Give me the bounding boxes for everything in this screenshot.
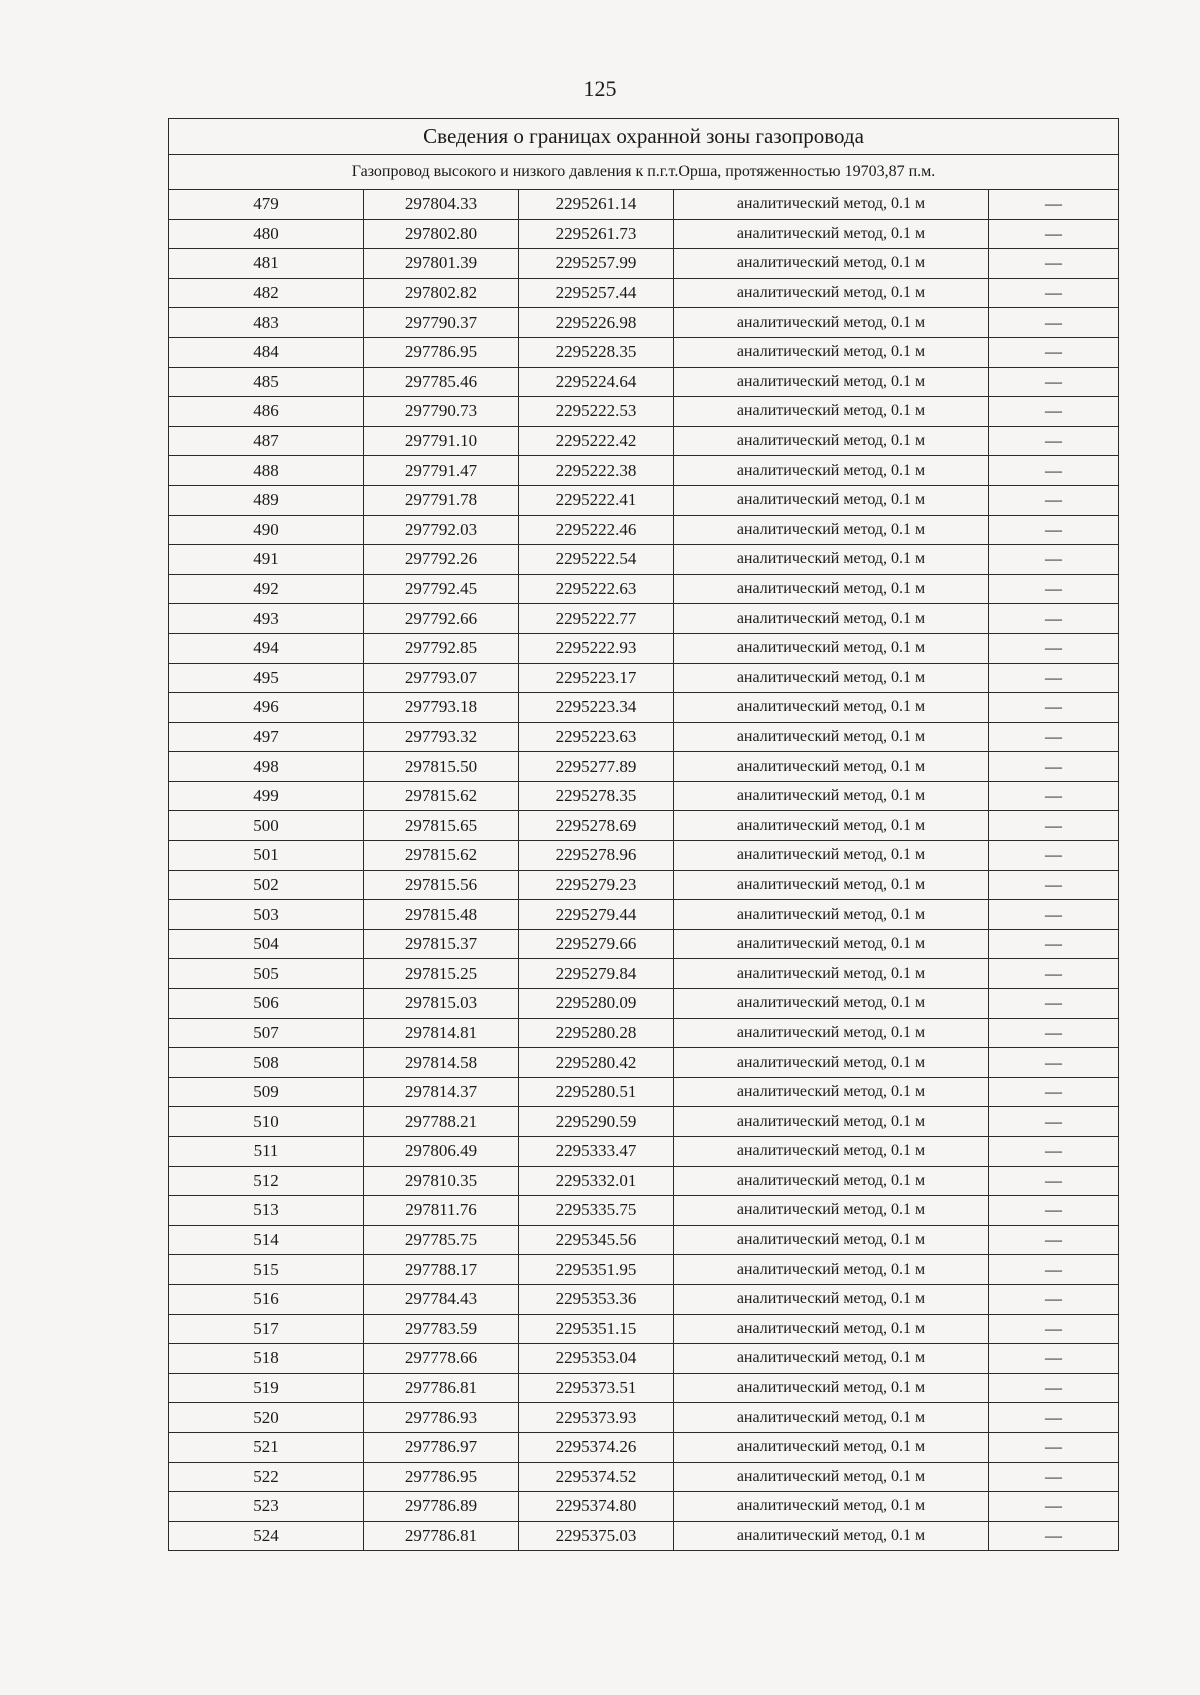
table-row: [169, 1255, 1119, 1285]
x-coordinate-cell: 297786.95: [364, 1462, 519, 1492]
y-coordinate-cell: 2295228.35: [519, 337, 674, 367]
point-number-cell: 480: [169, 219, 364, 249]
description-cell: —: [989, 397, 1119, 427]
point-number-cell: 524: [169, 1521, 364, 1551]
x-coordinate-cell: 297791.10: [364, 426, 519, 456]
method-cell: аналитический метод, 0.1 м: [674, 1492, 989, 1522]
y-coordinate-cell: 2295335.75: [519, 1196, 674, 1226]
method-cell: аналитический метод, 0.1 м: [674, 545, 989, 575]
x-coordinate-cell: 297792.03: [364, 515, 519, 545]
point-number-cell: 507: [169, 1018, 364, 1048]
description-cell: —: [989, 1462, 1119, 1492]
method-cell: аналитический метод, 0.1 м: [674, 929, 989, 959]
method-cell: аналитический метод, 0.1 м: [674, 219, 989, 249]
method-cell: аналитический метод, 0.1 м: [674, 959, 989, 989]
y-coordinate-cell: 2295374.52: [519, 1462, 674, 1492]
x-coordinate-cell: 297791.47: [364, 456, 519, 486]
point-number-cell: 490: [169, 515, 364, 545]
point-number-cell: 489: [169, 485, 364, 515]
description-cell: —: [989, 900, 1119, 930]
y-coordinate-cell: 2295353.36: [519, 1284, 674, 1314]
x-coordinate-cell: 297815.37: [364, 929, 519, 959]
point-number-cell: 514: [169, 1225, 364, 1255]
x-coordinate-cell: 297814.37: [364, 1077, 519, 1107]
y-coordinate-cell: 2295351.95: [519, 1255, 674, 1285]
y-coordinate-cell: 2295222.63: [519, 574, 674, 604]
point-number-cell: 508: [169, 1048, 364, 1078]
y-coordinate-cell: 2295261.73: [519, 219, 674, 249]
x-coordinate-cell: 297815.62: [364, 781, 519, 811]
method-cell: аналитический метод, 0.1 м: [674, 989, 989, 1019]
table-title-row: [169, 119, 1119, 155]
point-number-cell: 495: [169, 663, 364, 693]
description-cell: —: [989, 1373, 1119, 1403]
y-coordinate-cell: 2295375.03: [519, 1521, 674, 1551]
description-cell: —: [989, 781, 1119, 811]
table-row: [169, 545, 1119, 575]
boundary-points-sheet: [168, 118, 1118, 1551]
point-number-cell: 479: [169, 190, 364, 220]
description-cell: —: [989, 337, 1119, 367]
table-row: [169, 1107, 1119, 1137]
x-coordinate-cell: 297785.46: [364, 367, 519, 397]
method-cell: аналитический метод, 0.1 м: [674, 337, 989, 367]
description-cell: —: [989, 1018, 1119, 1048]
y-coordinate-cell: 2295257.99: [519, 249, 674, 279]
point-number-cell: 499: [169, 781, 364, 811]
method-cell: аналитический метод, 0.1 м: [674, 397, 989, 427]
description-cell: —: [989, 249, 1119, 279]
x-coordinate-cell: 297791.78: [364, 485, 519, 515]
point-number-cell: 487: [169, 426, 364, 456]
table-row: [169, 811, 1119, 841]
y-coordinate-cell: 2295280.51: [519, 1077, 674, 1107]
table-row: [169, 1018, 1119, 1048]
method-cell: аналитический метод, 0.1 м: [674, 1077, 989, 1107]
description-cell: —: [989, 1432, 1119, 1462]
point-number-cell: 503: [169, 900, 364, 930]
y-coordinate-cell: 2295333.47: [519, 1137, 674, 1167]
x-coordinate-cell: 297815.25: [364, 959, 519, 989]
y-coordinate-cell: 2295373.51: [519, 1373, 674, 1403]
x-coordinate-cell: 297785.75: [364, 1225, 519, 1255]
table-row: [169, 900, 1119, 930]
description-cell: —: [989, 1137, 1119, 1167]
point-number-cell: 511: [169, 1137, 364, 1167]
method-cell: аналитический метод, 0.1 м: [674, 1373, 989, 1403]
x-coordinate-cell: 297790.37: [364, 308, 519, 338]
description-cell: —: [989, 1314, 1119, 1344]
table-row: [169, 1077, 1119, 1107]
point-number-cell: 486: [169, 397, 364, 427]
table-row: [169, 1462, 1119, 1492]
point-number-cell: 523: [169, 1492, 364, 1522]
table-row: [169, 604, 1119, 634]
table-row: [169, 959, 1119, 989]
method-cell: аналитический метод, 0.1 м: [674, 900, 989, 930]
method-cell: аналитический метод, 0.1 м: [674, 1225, 989, 1255]
y-coordinate-cell: 2295223.63: [519, 722, 674, 752]
x-coordinate-cell: 297786.93: [364, 1403, 519, 1433]
point-number-cell: 517: [169, 1314, 364, 1344]
method-cell: аналитический метод, 0.1 м: [674, 1255, 989, 1285]
description-cell: —: [989, 1492, 1119, 1522]
description-cell: —: [989, 308, 1119, 338]
method-cell: аналитический метод, 0.1 м: [674, 574, 989, 604]
method-cell: аналитический метод, 0.1 м: [674, 1018, 989, 1048]
point-number-cell: 513: [169, 1196, 364, 1226]
y-coordinate-cell: 2295373.93: [519, 1403, 674, 1433]
point-number-cell: 518: [169, 1344, 364, 1374]
description-cell: —: [989, 633, 1119, 663]
description-cell: —: [989, 456, 1119, 486]
point-number-cell: 512: [169, 1166, 364, 1196]
y-coordinate-cell: 2295222.42: [519, 426, 674, 456]
table-row: [169, 249, 1119, 279]
point-number-cell: 496: [169, 693, 364, 723]
x-coordinate-cell: 297801.39: [364, 249, 519, 279]
method-cell: аналитический метод, 0.1 м: [674, 1137, 989, 1167]
point-number-cell: 509: [169, 1077, 364, 1107]
description-cell: —: [989, 485, 1119, 515]
table-row: [169, 1373, 1119, 1403]
method-cell: аналитический метод, 0.1 м: [674, 1432, 989, 1462]
point-number-cell: 481: [169, 249, 364, 279]
x-coordinate-cell: 297788.17: [364, 1255, 519, 1285]
point-number-cell: 485: [169, 367, 364, 397]
point-number-cell: 494: [169, 633, 364, 663]
x-coordinate-cell: 297786.81: [364, 1373, 519, 1403]
description-cell: —: [989, 219, 1119, 249]
table-title: Сведения о границах охранной зоны газопровода: [169, 119, 1119, 155]
method-cell: аналитический метод, 0.1 м: [674, 190, 989, 220]
table-row: [169, 1284, 1119, 1314]
point-number-cell: 483: [169, 308, 364, 338]
description-cell: —: [989, 190, 1119, 220]
x-coordinate-cell: 297792.45: [364, 574, 519, 604]
y-coordinate-cell: 2295222.46: [519, 515, 674, 545]
description-cell: —: [989, 574, 1119, 604]
x-coordinate-cell: 297786.97: [364, 1432, 519, 1462]
point-number-cell: 521: [169, 1432, 364, 1462]
method-cell: аналитический метод, 0.1 м: [674, 1314, 989, 1344]
table-row: [169, 693, 1119, 723]
x-coordinate-cell: 297793.07: [364, 663, 519, 693]
method-cell: аналитический метод, 0.1 м: [674, 1521, 989, 1551]
x-coordinate-cell: 297778.66: [364, 1344, 519, 1374]
table-row: [169, 397, 1119, 427]
x-coordinate-cell: 297788.21: [364, 1107, 519, 1137]
page-number: 125: [583, 76, 617, 101]
x-coordinate-cell: 297814.58: [364, 1048, 519, 1078]
method-cell: аналитический метод, 0.1 м: [674, 367, 989, 397]
method-cell: аналитический метод, 0.1 м: [674, 515, 989, 545]
x-coordinate-cell: 297790.73: [364, 397, 519, 427]
method-cell: аналитический метод, 0.1 м: [674, 1284, 989, 1314]
table-subtitle-row: [169, 155, 1119, 190]
point-number-cell: 497: [169, 722, 364, 752]
table-row: [169, 929, 1119, 959]
y-coordinate-cell: 2295222.77: [519, 604, 674, 634]
table-row: [169, 219, 1119, 249]
point-number-cell: 505: [169, 959, 364, 989]
description-cell: —: [989, 515, 1119, 545]
y-coordinate-cell: 2295279.44: [519, 900, 674, 930]
description-cell: —: [989, 929, 1119, 959]
y-coordinate-cell: 2295222.53: [519, 397, 674, 427]
method-cell: аналитический метод, 0.1 м: [674, 426, 989, 456]
description-cell: —: [989, 841, 1119, 871]
y-coordinate-cell: 2295224.64: [519, 367, 674, 397]
table-row: [169, 367, 1119, 397]
table-row: [169, 1344, 1119, 1374]
x-coordinate-cell: 297815.56: [364, 870, 519, 900]
y-coordinate-cell: 2295223.34: [519, 693, 674, 723]
y-coordinate-cell: 2295222.41: [519, 485, 674, 515]
description-cell: —: [989, 1166, 1119, 1196]
point-number-cell: 519: [169, 1373, 364, 1403]
x-coordinate-cell: 297810.35: [364, 1166, 519, 1196]
point-number-cell: 506: [169, 989, 364, 1019]
y-coordinate-cell: 2295222.93: [519, 633, 674, 663]
table-row: [169, 1314, 1119, 1344]
table-row: [169, 1403, 1119, 1433]
point-number-cell: 484: [169, 337, 364, 367]
method-cell: аналитический метод, 0.1 м: [674, 633, 989, 663]
y-coordinate-cell: 2295279.84: [519, 959, 674, 989]
x-coordinate-cell: 297802.82: [364, 278, 519, 308]
table-row: [169, 633, 1119, 663]
table-row: [169, 278, 1119, 308]
boundary-points-table: [168, 118, 1119, 1551]
y-coordinate-cell: 2295261.14: [519, 190, 674, 220]
method-cell: аналитический метод, 0.1 м: [674, 1048, 989, 1078]
table-row: [169, 515, 1119, 545]
description-cell: —: [989, 367, 1119, 397]
method-cell: аналитический метод, 0.1 м: [674, 870, 989, 900]
table-body: [169, 119, 1119, 1551]
description-cell: —: [989, 1344, 1119, 1374]
table-row: [169, 722, 1119, 752]
description-cell: —: [989, 989, 1119, 1019]
description-cell: —: [989, 693, 1119, 723]
method-cell: аналитический метод, 0.1 м: [674, 722, 989, 752]
method-cell: аналитический метод, 0.1 м: [674, 308, 989, 338]
y-coordinate-cell: 2295277.89: [519, 752, 674, 782]
description-cell: —: [989, 1196, 1119, 1226]
table-row: [169, 752, 1119, 782]
x-coordinate-cell: 297815.48: [364, 900, 519, 930]
point-number-cell: 482: [169, 278, 364, 308]
x-coordinate-cell: 297786.89: [364, 1492, 519, 1522]
y-coordinate-cell: 2295257.44: [519, 278, 674, 308]
description-cell: —: [989, 426, 1119, 456]
description-cell: —: [989, 1255, 1119, 1285]
x-coordinate-cell: 297806.49: [364, 1137, 519, 1167]
method-cell: аналитический метод, 0.1 м: [674, 278, 989, 308]
table-row: [169, 870, 1119, 900]
y-coordinate-cell: 2295279.23: [519, 870, 674, 900]
table-row: [169, 426, 1119, 456]
method-cell: аналитический метод, 0.1 м: [674, 1166, 989, 1196]
y-coordinate-cell: 2295280.42: [519, 1048, 674, 1078]
table-row: [169, 190, 1119, 220]
y-coordinate-cell: 2295374.26: [519, 1432, 674, 1462]
x-coordinate-cell: 297793.32: [364, 722, 519, 752]
table-row: [169, 781, 1119, 811]
point-number-cell: 502: [169, 870, 364, 900]
method-cell: аналитический метод, 0.1 м: [674, 485, 989, 515]
table-subtitle: Газопровод высокого и низкого давления к п.г.т.Орша, протяженностью 19703,87 п.м.: [169, 155, 1119, 190]
table-row: [169, 1432, 1119, 1462]
method-cell: аналитический метод, 0.1 м: [674, 604, 989, 634]
point-number-cell: 491: [169, 545, 364, 575]
table-row: [169, 989, 1119, 1019]
y-coordinate-cell: 2295332.01: [519, 1166, 674, 1196]
y-coordinate-cell: 2295278.69: [519, 811, 674, 841]
table-row: [169, 308, 1119, 338]
method-cell: аналитический метод, 0.1 м: [674, 752, 989, 782]
method-cell: аналитический метод, 0.1 м: [674, 1403, 989, 1433]
table-row: [169, 841, 1119, 871]
x-coordinate-cell: 297811.76: [364, 1196, 519, 1226]
description-cell: —: [989, 1403, 1119, 1433]
method-cell: аналитический метод, 0.1 м: [674, 1196, 989, 1226]
description-cell: —: [989, 959, 1119, 989]
point-number-cell: 498: [169, 752, 364, 782]
description-cell: —: [989, 811, 1119, 841]
point-number-cell: 492: [169, 574, 364, 604]
method-cell: аналитический метод, 0.1 м: [674, 663, 989, 693]
x-coordinate-cell: 297792.66: [364, 604, 519, 634]
point-number-cell: 522: [169, 1462, 364, 1492]
method-cell: аналитический метод, 0.1 м: [674, 693, 989, 723]
description-cell: —: [989, 1048, 1119, 1078]
method-cell: аналитический метод, 0.1 м: [674, 841, 989, 871]
y-coordinate-cell: 2295279.66: [519, 929, 674, 959]
method-cell: аналитический метод, 0.1 м: [674, 781, 989, 811]
method-cell: аналитический метод, 0.1 м: [674, 1107, 989, 1137]
point-number-cell: 515: [169, 1255, 364, 1285]
table-row: [169, 1225, 1119, 1255]
table-row: [169, 1048, 1119, 1078]
point-number-cell: 504: [169, 929, 364, 959]
table-row: [169, 1492, 1119, 1522]
description-cell: —: [989, 604, 1119, 634]
description-cell: —: [989, 752, 1119, 782]
table-row: [169, 1137, 1119, 1167]
description-cell: —: [989, 722, 1119, 752]
description-cell: —: [989, 1077, 1119, 1107]
x-coordinate-cell: 297786.81: [364, 1521, 519, 1551]
point-number-cell: 493: [169, 604, 364, 634]
point-number-cell: 510: [169, 1107, 364, 1137]
table-row: [169, 663, 1119, 693]
y-coordinate-cell: 2295223.17: [519, 663, 674, 693]
method-cell: аналитический метод, 0.1 м: [674, 456, 989, 486]
x-coordinate-cell: 297793.18: [364, 693, 519, 723]
description-cell: —: [989, 1107, 1119, 1137]
description-cell: —: [989, 1521, 1119, 1551]
y-coordinate-cell: 2295374.80: [519, 1492, 674, 1522]
x-coordinate-cell: 297792.26: [364, 545, 519, 575]
y-coordinate-cell: 2295278.96: [519, 841, 674, 871]
x-coordinate-cell: 297804.33: [364, 190, 519, 220]
x-coordinate-cell: 297786.95: [364, 337, 519, 367]
point-number-cell: 516: [169, 1284, 364, 1314]
x-coordinate-cell: 297815.65: [364, 811, 519, 841]
y-coordinate-cell: 2295278.35: [519, 781, 674, 811]
point-number-cell: 488: [169, 456, 364, 486]
table-row: [169, 1196, 1119, 1226]
y-coordinate-cell: 2295222.54: [519, 545, 674, 575]
description-cell: —: [989, 663, 1119, 693]
y-coordinate-cell: 2295351.15: [519, 1314, 674, 1344]
description-cell: —: [989, 1225, 1119, 1255]
description-cell: —: [989, 545, 1119, 575]
y-coordinate-cell: 2295222.38: [519, 456, 674, 486]
method-cell: аналитический метод, 0.1 м: [674, 249, 989, 279]
x-coordinate-cell: 297802.80: [364, 219, 519, 249]
x-coordinate-cell: 297815.50: [364, 752, 519, 782]
table-row: [169, 485, 1119, 515]
method-cell: аналитический метод, 0.1 м: [674, 1344, 989, 1374]
description-cell: —: [989, 1284, 1119, 1314]
x-coordinate-cell: 297783.59: [364, 1314, 519, 1344]
x-coordinate-cell: 297814.81: [364, 1018, 519, 1048]
table-row: [169, 1521, 1119, 1551]
description-cell: —: [989, 870, 1119, 900]
y-coordinate-cell: 2295353.04: [519, 1344, 674, 1374]
x-coordinate-cell: 297815.62: [364, 841, 519, 871]
point-number-cell: 501: [169, 841, 364, 871]
x-coordinate-cell: 297815.03: [364, 989, 519, 1019]
y-coordinate-cell: 2295226.98: [519, 308, 674, 338]
table-row: [169, 574, 1119, 604]
y-coordinate-cell: 2295345.56: [519, 1225, 674, 1255]
method-cell: аналитический метод, 0.1 м: [674, 811, 989, 841]
point-number-cell: 520: [169, 1403, 364, 1433]
description-cell: —: [989, 278, 1119, 308]
table-row: [169, 456, 1119, 486]
table-row: [169, 1166, 1119, 1196]
y-coordinate-cell: 2295280.09: [519, 989, 674, 1019]
point-number-cell: 500: [169, 811, 364, 841]
method-cell: аналитический метод, 0.1 м: [674, 1462, 989, 1492]
x-coordinate-cell: 297792.85: [364, 633, 519, 663]
y-coordinate-cell: 2295280.28: [519, 1018, 674, 1048]
table-row: [169, 337, 1119, 367]
x-coordinate-cell: 297784.43: [364, 1284, 519, 1314]
y-coordinate-cell: 2295290.59: [519, 1107, 674, 1137]
